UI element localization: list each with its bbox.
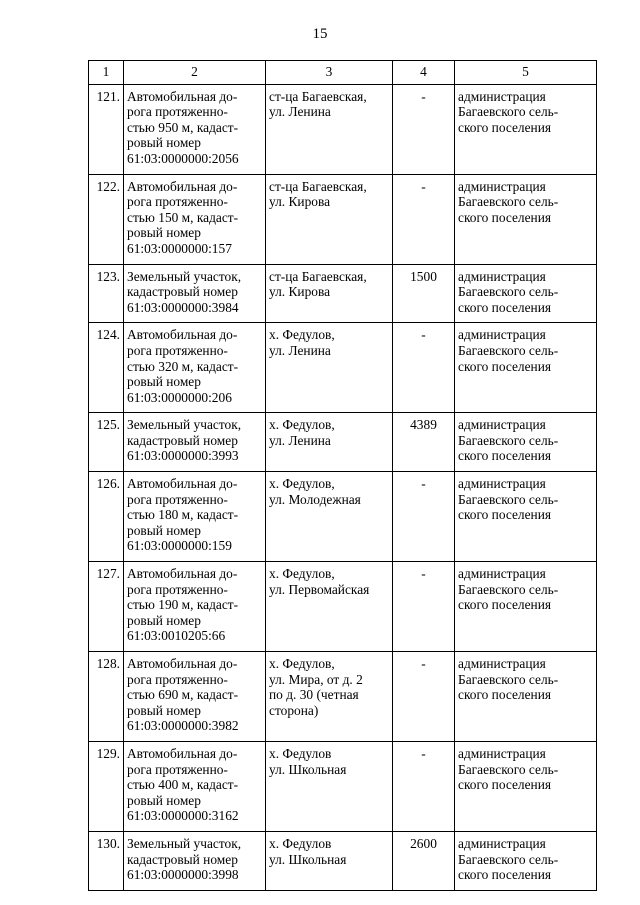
object-name-line: кадастровый номер (127, 851, 238, 867)
owner-line: Багаевского сель- (458, 284, 559, 300)
page-number: 15 (312, 26, 328, 42)
owner-line: администрация (458, 327, 546, 343)
object-name-line: стью 950 м, кадаст- (127, 119, 239, 135)
area-cell: - (393, 562, 455, 652)
address-line: ул. Школьная (269, 761, 347, 777)
object-name-cell (124, 741, 266, 831)
address-line: х. Федулов, (269, 327, 335, 343)
object-name-line: Автомобильная до- (127, 745, 238, 761)
object-name-line: 61:03:0010205:66 (127, 628, 226, 644)
object-name-line: 61:03:0000000:2056 (127, 150, 239, 166)
address-line: х. Федулов (269, 835, 332, 851)
table-row (89, 472, 597, 562)
row-number-cell: 127. (89, 562, 124, 652)
owner-line: ского поселения (458, 119, 552, 135)
object-name-line: Земельный участок, (127, 835, 242, 851)
object-name-line: ровый номер (127, 792, 201, 808)
owner-line: Багаевского сель- (458, 342, 559, 358)
address-cell (266, 174, 393, 264)
address-line: х. Федулов, (269, 417, 335, 433)
table-row (89, 323, 597, 413)
object-name-line: кадастровый номер (127, 432, 238, 448)
area-cell: - (393, 323, 455, 413)
address-cell (266, 562, 393, 652)
object-name-cell (124, 323, 266, 413)
object-name-line: стью 180 м, кадаст- (127, 507, 239, 523)
object-name-line: Автомобильная до- (127, 327, 238, 343)
address-line: ул. Молодежная (269, 491, 361, 507)
object-name-line: стью 320 м, кадаст- (127, 358, 239, 374)
owner-line: администрация (458, 88, 546, 104)
owner-line: ского поселения (458, 358, 552, 374)
owner-line: ского поселения (458, 209, 552, 225)
owner-cell (455, 174, 597, 264)
owner-line: Багаевского сель- (458, 432, 559, 448)
address-line: х. Федулов, (269, 476, 335, 492)
table-row (89, 84, 597, 174)
address-line: ул. Первомайская (269, 581, 370, 597)
object-name-line: стью 400 м, кадаст- (127, 777, 239, 793)
object-name-line: Автомобильная до- (127, 656, 238, 671)
row-number-cell: 129. (89, 741, 124, 831)
owner-cell (455, 413, 597, 472)
object-name-line: 61:03:0000000:3984 (127, 299, 239, 315)
object-name-line: стью 690 м, кадаст- (127, 687, 239, 703)
object-name-line: рога протяженно- (127, 491, 228, 507)
address-line: ст-ца Багаевская, (269, 178, 367, 194)
owner-line: ского поселения (458, 507, 552, 523)
address-line: ул. Кирова (269, 284, 331, 300)
owner-cell (455, 831, 597, 890)
object-name-line: рога протяженно- (127, 342, 228, 358)
owner-line: Багаевского сель- (458, 671, 559, 687)
object-name-line: рога протяженно- (127, 671, 228, 687)
object-name-cell (124, 831, 266, 890)
object-name-line: стью 190 м, кадаст- (127, 597, 239, 613)
object-name-line: 61:03:0000000:159 (127, 538, 232, 554)
owner-cell (455, 84, 597, 174)
owner-line: ского поселения (458, 867, 552, 883)
object-name-line: стью 150 м, кадаст- (127, 209, 239, 225)
owner-line: ского поселения (458, 777, 552, 793)
address-line: ст-ца Багаевская, (269, 268, 367, 284)
owner-line: администрация (458, 178, 546, 194)
owner-cell (455, 741, 597, 831)
object-name-cell (124, 472, 266, 562)
owner-line: администрация (458, 476, 546, 492)
object-name-line: Автомобильная до- (127, 476, 238, 492)
area-cell: - (393, 174, 455, 264)
object-name-line: ровый номер (127, 702, 201, 718)
object-name-line: рога протяженно- (127, 194, 228, 210)
address-line: ул. Кирова (269, 194, 331, 210)
area-cell: - (393, 741, 455, 831)
area-cell: - (393, 652, 455, 742)
owner-line: ского поселения (458, 687, 552, 703)
address-line: х. Федулов, (269, 656, 335, 671)
address-cell (266, 831, 393, 890)
row-number-cell: 124. (89, 323, 124, 413)
owner-line: Багаевского сель- (458, 194, 559, 210)
object-name-line: ровый номер (127, 225, 201, 241)
table-row (89, 741, 597, 831)
object-name-line: 61:03:0000000:3993 (127, 448, 239, 464)
header-cell-5: 5 (455, 61, 597, 85)
object-name-cell (124, 652, 266, 742)
address-cell (266, 84, 393, 174)
owner-cell (455, 652, 597, 742)
header-cell-2: 2 (124, 61, 266, 85)
row-number-cell: 130. (89, 831, 124, 890)
object-name-line: ровый номер (127, 522, 201, 538)
address-cell (266, 472, 393, 562)
object-name-line: Автомобильная до- (127, 88, 238, 104)
row-number-cell: 126. (89, 472, 124, 562)
table-row (89, 264, 597, 323)
address-cell (266, 652, 393, 742)
area-cell: 2600 (393, 831, 455, 890)
address-line: ул. Мира, от д. 2 (269, 671, 363, 687)
object-name-cell (124, 174, 266, 264)
object-name-line: ровый номер (127, 374, 201, 390)
object-name-cell (124, 413, 266, 472)
owner-cell (455, 562, 597, 652)
object-name-cell (124, 562, 266, 652)
address-line: ул. Школьная (269, 851, 347, 867)
address-line: х. Федулов (269, 745, 332, 761)
area-cell: 1500 (393, 264, 455, 323)
table-row (89, 831, 597, 890)
owner-line: Багаевского сель- (458, 581, 559, 597)
row-number-cell: 122. (89, 174, 124, 264)
address-line: по д. 30 (четная (269, 687, 359, 703)
owner-line: Багаевского сель- (458, 104, 559, 120)
area-cell: - (393, 472, 455, 562)
table-header (89, 61, 597, 85)
object-name-line: кадастровый номер (127, 284, 238, 300)
table-row (89, 174, 597, 264)
object-name-line: 61:03:0000000:157 (127, 240, 232, 256)
owner-line: ского поселения (458, 448, 552, 464)
address-line: ул. Ленина (269, 432, 331, 448)
address-cell (266, 741, 393, 831)
owner-line: ского поселения (458, 597, 552, 613)
header-cell-1: 1 (89, 61, 124, 85)
object-name-line: рога протяженно- (127, 581, 228, 597)
object-name-line: ровый номер (127, 135, 201, 151)
object-name-line: ровый номер (127, 612, 201, 628)
object-name-line: рога протяженно- (127, 104, 228, 120)
object-name-line: рога протяженно- (127, 761, 228, 777)
object-name-line: 61:03:0000000:3162 (127, 808, 239, 824)
address-line: х. Федулов, (269, 566, 335, 582)
owner-line: ского поселения (458, 299, 552, 315)
object-name-cell (124, 264, 266, 323)
table-row (89, 652, 597, 742)
owner-line: администрация (458, 566, 546, 582)
area-cell: - (393, 84, 455, 174)
property-table (88, 60, 597, 891)
owner-cell (455, 323, 597, 413)
row-number-cell: 121. (89, 84, 124, 174)
owner-line: Багаевского сель- (458, 491, 559, 507)
table-row (89, 562, 597, 652)
table-row (89, 413, 597, 472)
address-line: ст-ца Багаевская, (269, 88, 367, 104)
owner-line: администрация (458, 835, 546, 851)
owner-line: администрация (458, 656, 546, 671)
row-number-cell: 123. (89, 264, 124, 323)
object-name-line: 61:03:0000000:3982 (127, 718, 239, 734)
object-name-line: 61:03:0000000:3998 (127, 867, 239, 883)
owner-line: администрация (458, 268, 546, 284)
address-cell (266, 264, 393, 323)
owner-line: администрация (458, 745, 546, 761)
owner-line: Багаевского сель- (458, 851, 559, 867)
header-row (89, 61, 597, 85)
address-cell (266, 323, 393, 413)
owner-cell (455, 472, 597, 562)
object-name-line: Автомобильная до- (127, 566, 238, 582)
address-line: ул. Ленина (269, 342, 331, 358)
row-number-cell: 128. (89, 652, 124, 742)
row-number-cell: 125. (89, 413, 124, 472)
area-cell: 4389 (393, 413, 455, 472)
owner-line: Багаевского сель- (458, 761, 559, 777)
header-cell-3: 3 (266, 61, 393, 85)
address-line: ул. Ленина (269, 104, 331, 120)
address-line: сторона) (269, 702, 319, 718)
object-name-line: Земельный участок, (127, 417, 242, 433)
owner-cell (455, 264, 597, 323)
object-name-line: Земельный участок, (127, 268, 242, 284)
address-cell (266, 413, 393, 472)
object-name-line: 61:03:0000000:206 (127, 389, 232, 405)
table-body (89, 84, 597, 890)
owner-line: администрация (458, 417, 546, 433)
object-name-line: Автомобильная до- (127, 178, 238, 194)
header-cell-4: 4 (393, 61, 455, 85)
object-name-cell (124, 84, 266, 174)
